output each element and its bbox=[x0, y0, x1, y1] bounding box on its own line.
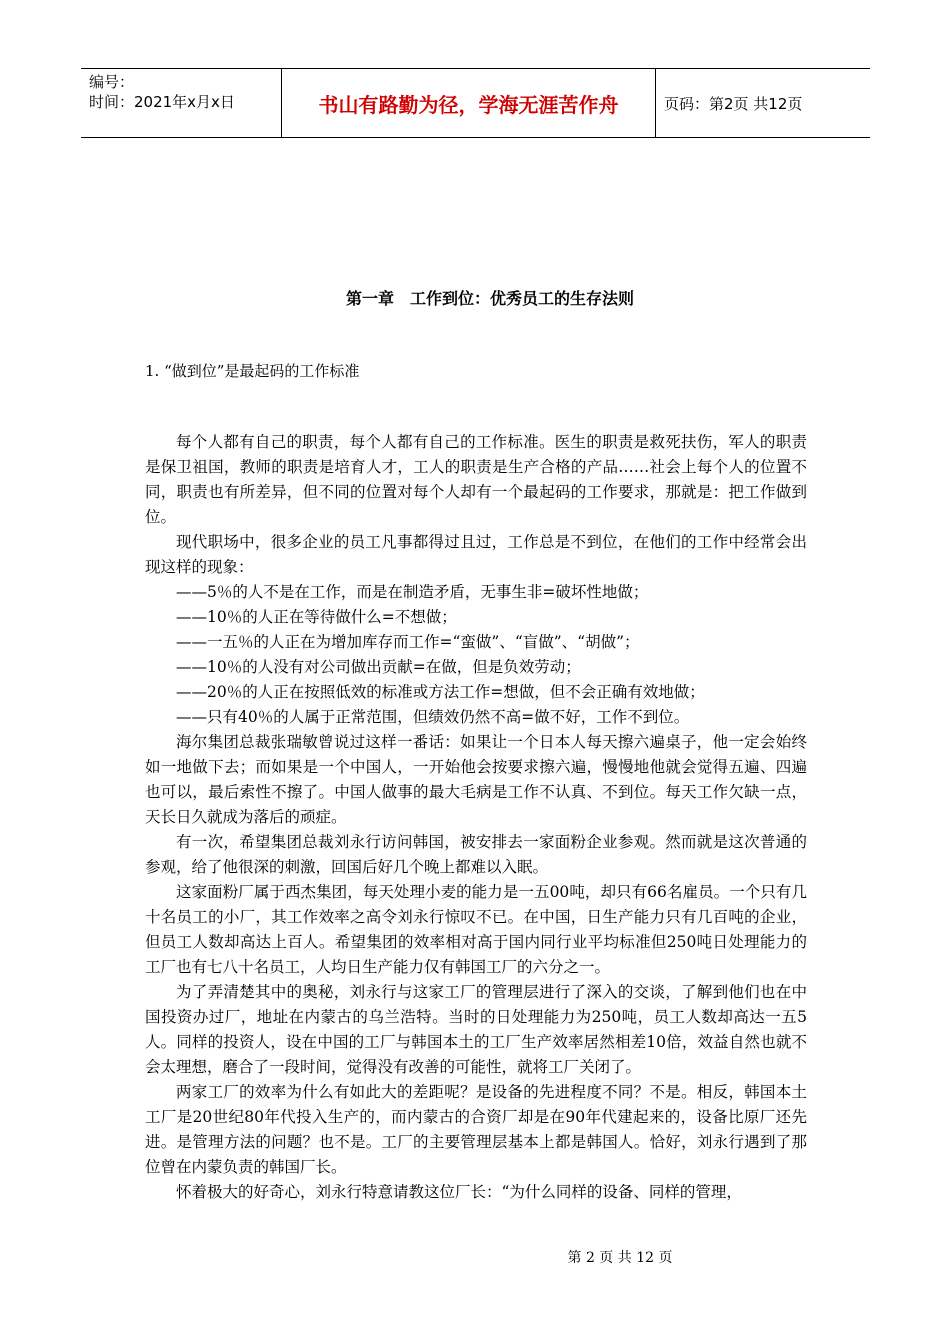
paragraph: 海尔集团总裁张瑞敏曾说过这样一番话：如果让一个日本人每天擦六遍桌子，他一定会始终如一地做下去；而如果是一个中国人，一开始他会按要求擦六遍，慢慢地他就会觉得五遍、四遍也可以，最后索性不擦了。中国人做事的最大毛病是工作不认真、不到位。每天工作欠缺一点，天长日久就成为落后的顽症。 bbox=[145, 733, 807, 826]
paragraph: 两家工厂的效率为什么有如此大的差距呢？是设备的先进程度不同？不是。相反，韩国本土工厂是20世纪80年代投入生产的，而内蒙古的合资厂却是在90年代建起来的，设备比原厂还先进。是管理方法的问题？也不是。工厂的主要管理层基本上都是韩国人。恰好，刘永行遇到了那位曾在内蒙负责的韩国厂长。 bbox=[145, 1083, 807, 1176]
page-footer: 第 2 页 共 12 页 bbox=[567, 1250, 673, 1266]
page-info-cell bbox=[656, 69, 870, 137]
page-info: 页码：第2页 共12页 bbox=[664, 94, 803, 113]
list-item: ——10％的人没有对公司做出贡献=在做，但是负效劳动； bbox=[176, 658, 581, 676]
list-item: ——5％的人不是在工作，而是在制造矛盾，无事生非=破坏性地做； bbox=[176, 583, 649, 601]
list-item: ——20％的人正在按照低效的标准或方法工作=想做，但不会正确有效地做； bbox=[176, 683, 705, 701]
paragraph: 每个人都有自己的职责，每个人都有自己的工作标准。医生的职责是救死扶伤，军人的职责是保卫祖国，教师的职责是培育人才，工人的职责是生产合格的产品……社会上每个人的位置不同，职责也有所差异，但不同的位置对每个人却有一个最起码的工作要求，那就是：把工作做到位。 bbox=[145, 433, 807, 526]
body-text bbox=[145, 430, 807, 1205]
paragraph: 这家面粉厂属于西杰集团，每天处理小麦的能力是一五00吨，却只有66名雇员。一个只有几十名员工的小厂，其工作效率之高令刘永行惊叹不已。在中国，日生产能力只有几百吨的企业，但员工人数却高达上百人。希望集团的效率相对高于国内同行业平均标准但250吨日处理能力的工厂也有七八十名员工，人均日生产能力仅有韩国工厂的六分之一。 bbox=[145, 883, 807, 976]
paragraph: 怀着极大的好奇心，刘永行特意请教这位厂长：“为什么同样的设备、同样的管理， bbox=[176, 1183, 742, 1201]
list-item: ——只有40％的人属于正常范围，但绩效仍然不高=做不好，工作不到位。 bbox=[176, 708, 690, 726]
list-item: ——一五％的人正在为增加库存而工作=“蛮做”、“盲做”、“胡做”； bbox=[176, 633, 640, 651]
paragraph: 有一次，希望集团总裁刘永行访问韩国，被安排去一家面粉企业参观。然而就是这次普通的参观，给了他很深的刺激，回国后好几个晚上都难以入眠。 bbox=[145, 833, 807, 876]
header-table bbox=[81, 68, 870, 138]
number-label: 编号： bbox=[89, 73, 135, 91]
paragraph: 现代职场中，很多企业的员工凡事都得过且过，工作总是不到位，在他们的工作中经常会出现这样的现象： bbox=[145, 533, 807, 576]
time-label: 时间：2021年x月x日 bbox=[89, 93, 235, 111]
chapter-title: 第一章 工作到位：优秀员工的生存法则 bbox=[345, 289, 634, 308]
motto: 书山有路勤为径，学海无涯苦作舟 bbox=[318, 92, 619, 117]
header-meta-cell bbox=[81, 69, 282, 137]
motto-cell bbox=[282, 69, 656, 137]
paragraph: 为了弄清楚其中的奥秘，刘永行与这家工厂的管理层进行了深入的交谈，了解到他们也在中国投资办过厂，地址在内蒙古的乌兰浩特。当时的日处理能力为250吨，员工人数却高达一五5人。同样的投资人，设在中国的工厂与韩国本土的工厂生产效率居然相差10倍，效益自然也就不会太理想，磨合了一段时间，觉得没有改善的可能性，就将工厂关闭了。 bbox=[145, 983, 807, 1076]
list-item: ——10％的人正在等待做什么=不想做； bbox=[176, 608, 457, 626]
section-heading: 1. “做到位”是最起码的工作标准 bbox=[145, 362, 360, 380]
